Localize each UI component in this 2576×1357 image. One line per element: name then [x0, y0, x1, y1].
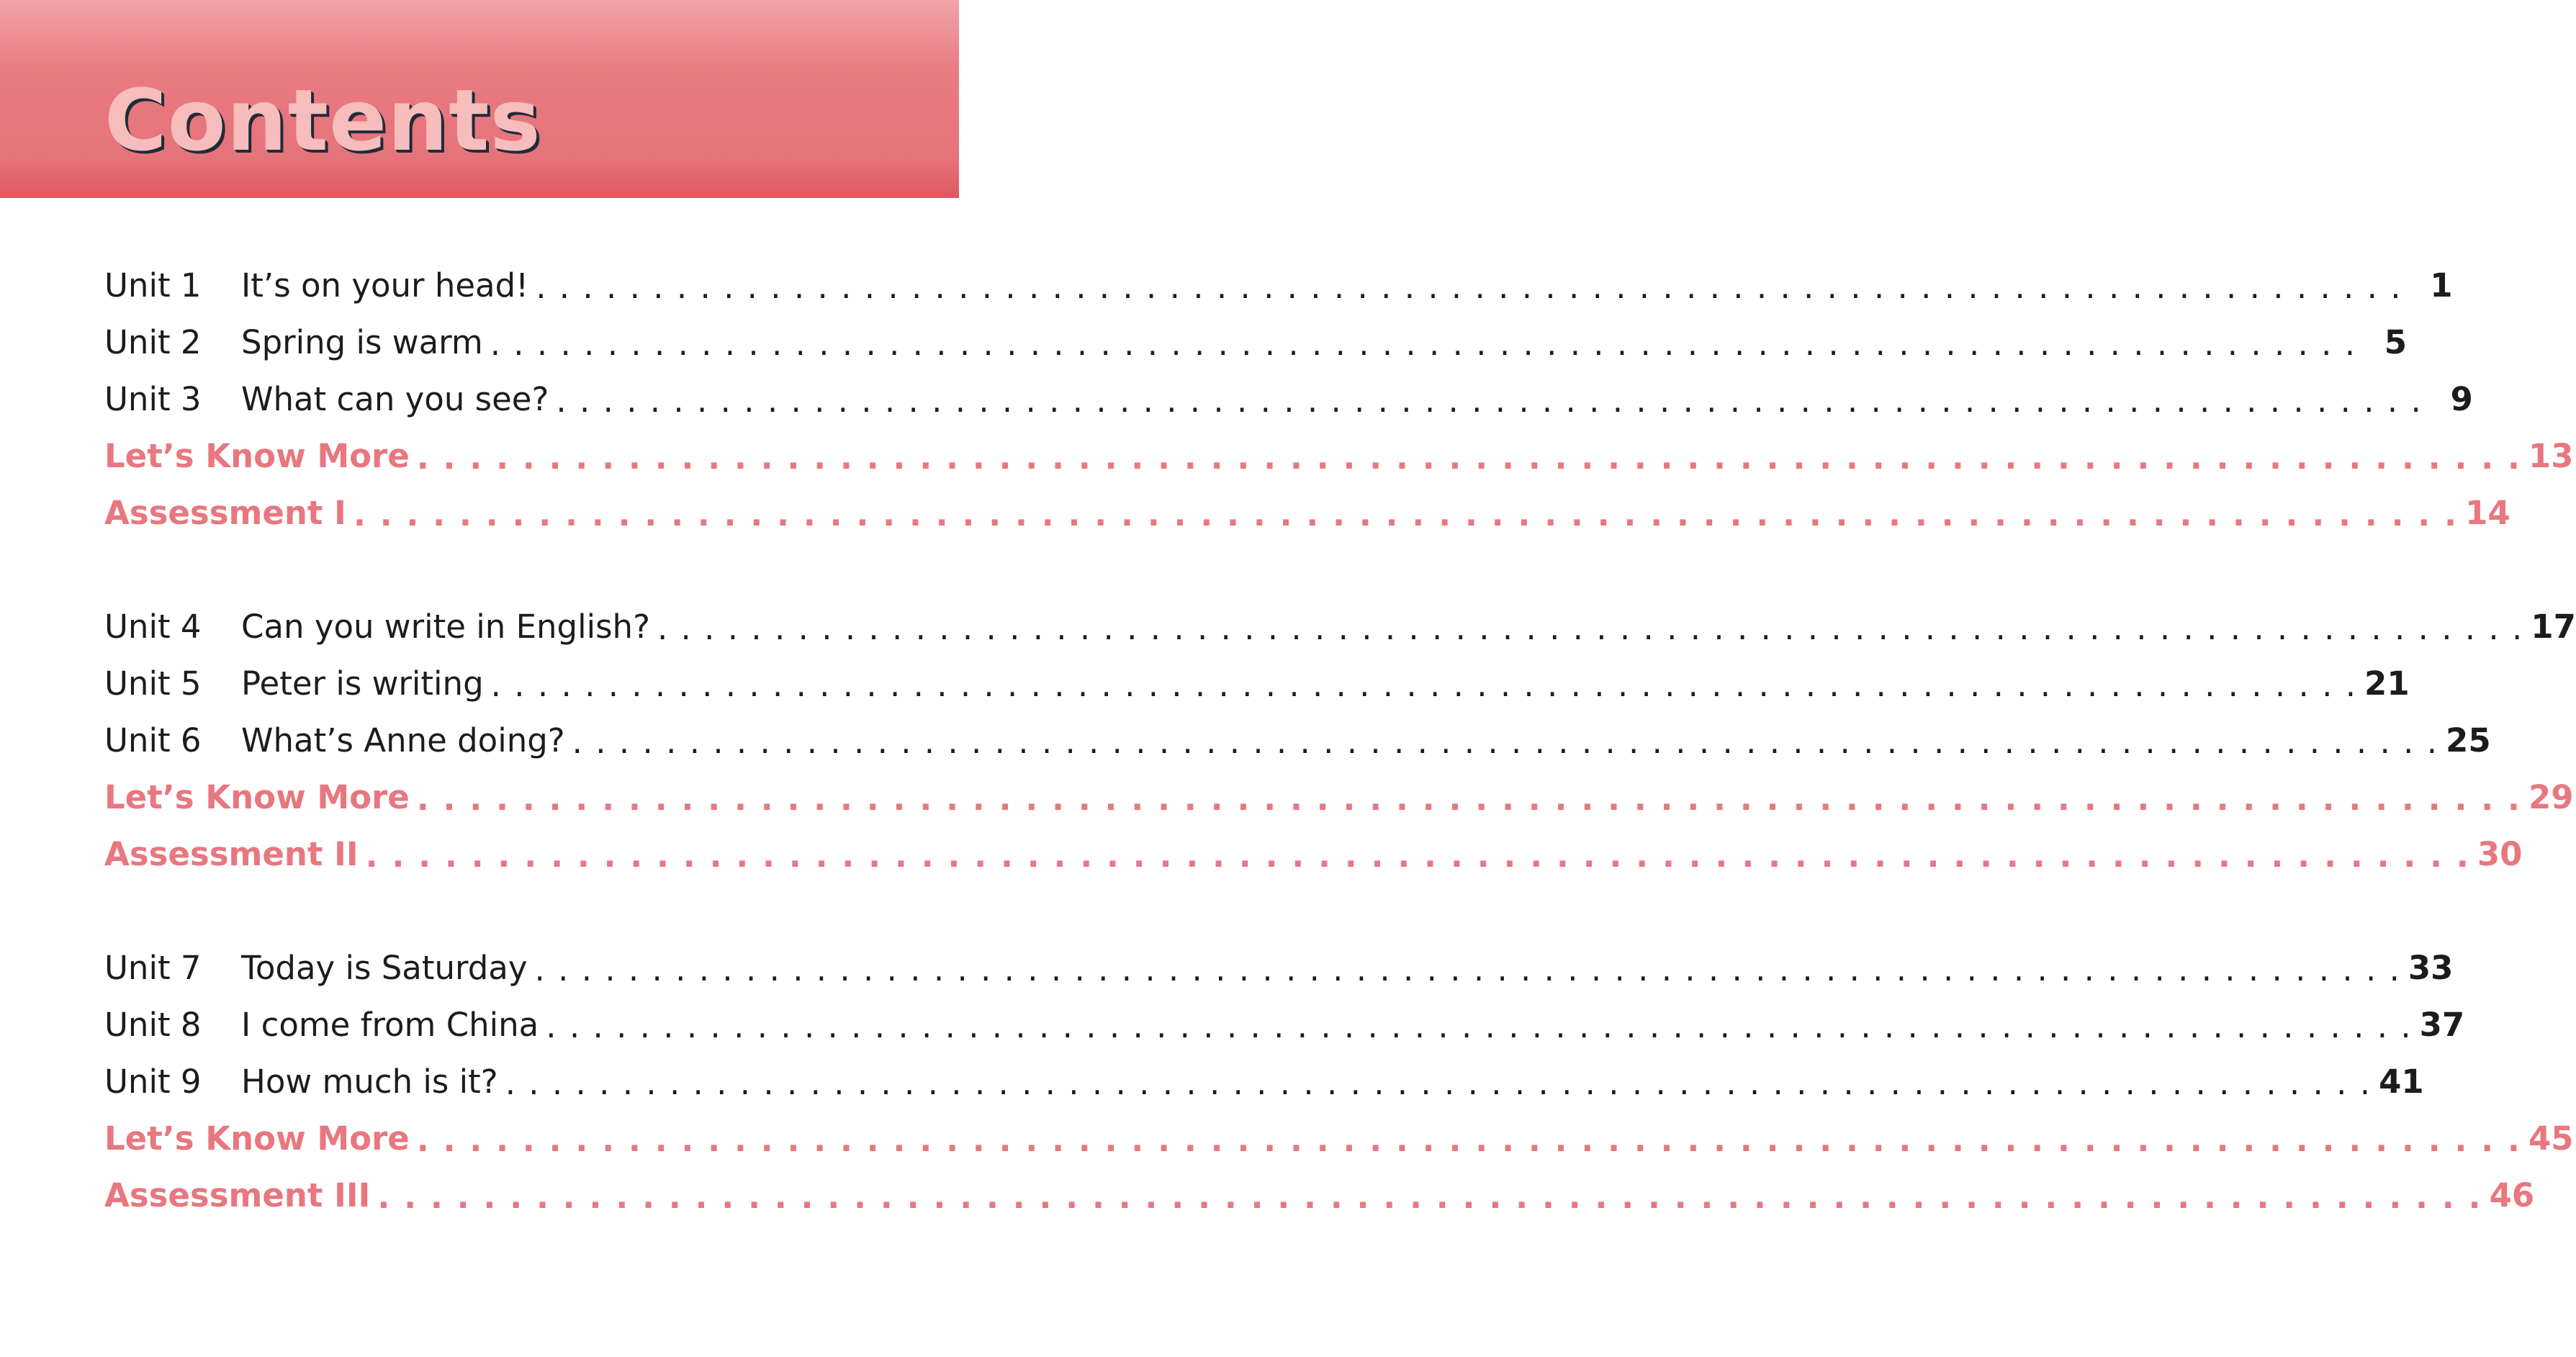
- toc-entry-title: Assessment III: [104, 1176, 371, 1214]
- toc-entry-title: Let’s Know More: [104, 1119, 410, 1158]
- toc-unit-label: Unit 1: [104, 266, 202, 305]
- toc-page-number: 21: [2364, 664, 2410, 703]
- toc-dot-leader: . . . . . . . . . . . . . . . . . . . . . . . . . . . . . . . . . . . . . . . . . . . . . . . . . . . . . . . . . . . . . . . . . . . . . . . . . . . . . . . .: [490, 325, 2357, 363]
- toc-entry-unit[interactable]: [104, 314, 2408, 371]
- toc-entry-unit[interactable]: [104, 257, 2453, 314]
- toc-entry-title: Let’s Know More: [104, 778, 410, 816]
- toc-unit-label: Unit 9: [104, 1063, 202, 1101]
- toc-page-number: 45: [2528, 1119, 2574, 1158]
- toc-entry-title: Today is Saturday: [241, 949, 528, 987]
- toc-page-number: 5: [2384, 323, 2408, 361]
- toc-page-number: 1: [2430, 266, 2453, 305]
- toc-dot-leader: . . . . . . . . . . . . . . . . . . . . . . . . . . . . . . . . . . . . . . . . . . . . . . . . . . . . . . . . . . . . . . . . . . . . . . . . . . . . . . . .: [416, 438, 2521, 477]
- toc-unit-label: Unit 6: [104, 721, 202, 759]
- toc-entry-title: It’s on your head!: [241, 266, 529, 305]
- header-band: [0, 0, 959, 198]
- toc-entry-title: Can you write in English?: [241, 608, 650, 646]
- toc-page-number: 25: [2446, 721, 2491, 759]
- toc-entry-section[interactable]: [104, 826, 2523, 883]
- toc-entry-section[interactable]: [104, 484, 2510, 541]
- toc-entry-unit[interactable]: [104, 655, 2410, 712]
- toc-entry-title: Assessment II: [104, 835, 359, 873]
- toc-group: [104, 598, 2576, 883]
- toc-dot-leader: . . . . . . . . . . . . . . . . . . . . . . . . . . . . . . . . . . . . . . . . . . . . . . . . . . . . . . . . . . . . . . . . . . . . . . . . . . . . . . . .: [536, 268, 2402, 306]
- toc-unit-label: Unit 4: [104, 608, 202, 646]
- toc-dot-leader: . . . . . . . . . . . . . . . . . . . . . . . . . . . . . . . . . . . . . . . . . . . . . . . . . . . . . . . . . . . . . . . . . . . . . . . . . . . . . . . .: [534, 950, 2401, 988]
- toc-entry-title: What can you see?: [241, 380, 549, 418]
- toc-entry-unit[interactable]: [104, 371, 2473, 428]
- toc-page-number: 14: [2465, 494, 2510, 532]
- toc-entry-section[interactable]: [104, 1110, 2574, 1167]
- toc-entry-title: I come from China: [241, 1006, 539, 1044]
- toc-entry-title: Spring is warm: [241, 323, 483, 361]
- toc-dot-leader: . . . . . . . . . . . . . . . . . . . . . . . . . . . . . . . . . . . . . . . . . . . . . . . . . . . . . . . . . . . . . . . . . . . . . . . . . . . . . . . .: [657, 609, 2524, 647]
- toc-dot-leader: . . . . . . . . . . . . . . . . . . . . . . . . . . . . . . . . . . . . . . . . . . . . . . . . . . . . . . . . . . . . . . . . . . . . . . . . . . . . . . . .: [490, 666, 2358, 704]
- toc-dot-leader: . . . . . . . . . . . . . . . . . . . . . . . . . . . . . . . . . . . . . . . . . . . . . . . . . . . . . . . . . . . . . . . . . . . . . . . . . . . . . . . .: [353, 495, 2459, 533]
- toc-entry-title: Peter is writing: [241, 664, 484, 703]
- toc-page-number: 37: [2419, 1006, 2465, 1044]
- toc-entry-unit[interactable]: [104, 598, 2576, 655]
- toc-unit-label: Unit 2: [104, 323, 202, 361]
- toc-group: [104, 939, 2574, 1224]
- toc-entry-title: Let’s Know More: [104, 437, 410, 475]
- toc-dot-leader: . . . . . . . . . . . . . . . . . . . . . . . . . . . . . . . . . . . . . . . . . . . . . . . . . . . . . . . . . . . . . . . . . . . . . . . . . . . . . . . .: [572, 723, 2439, 761]
- toc-entry-title: What’s Anne doing?: [241, 721, 565, 759]
- toc-group: [104, 257, 2574, 541]
- toc-entry-unit[interactable]: [104, 996, 2465, 1053]
- page-title: Contents: [104, 71, 541, 170]
- toc-page-number: 46: [2489, 1176, 2535, 1214]
- toc-entry-unit[interactable]: [104, 939, 2454, 996]
- toc-entry-section[interactable]: [104, 769, 2574, 826]
- toc-entry-title: Assessment I: [104, 494, 346, 532]
- toc-page-number: 13: [2528, 437, 2574, 475]
- toc-dot-leader: . . . . . . . . . . . . . . . . . . . . . . . . . . . . . . . . . . . . . . . . . . . . . . . . . . . . . . . . . . . . . . . . . . . . . . . . . . . . . . . .: [546, 1007, 2413, 1045]
- toc-unit-label: Unit 3: [104, 380, 202, 418]
- toc-dot-leader: . . . . . . . . . . . . . . . . . . . . . . . . . . . . . . . . . . . . . . . . . . . . . . . . . . . . . . . . . . . . . . . . . . . . . . . . . . . . . . . .: [505, 1064, 2372, 1102]
- toc-page-number: 29: [2528, 778, 2574, 816]
- toc-page-number: 30: [2477, 835, 2523, 873]
- toc-page-number: 33: [2408, 949, 2454, 987]
- toc-dot-leader: . . . . . . . . . . . . . . . . . . . . . . . . . . . . . . . . . . . . . . . . . . . . . . . . . . . . . . . . . . . . . . . . . . . . . . . . . . . . . . . .: [556, 382, 2423, 420]
- toc-dot-leader: . . . . . . . . . . . . . . . . . . . . . . . . . . . . . . . . . . . . . . . . . . . . . . . . . . . . . . . . . . . . . . . . . . . . . . . . . . . . . . . .: [377, 1178, 2482, 1216]
- toc-entry-section[interactable]: [104, 1167, 2535, 1224]
- table-of-contents: [104, 257, 2576, 1281]
- toc-page-number: 9: [2450, 380, 2473, 418]
- toc-entry-title: How much is it?: [241, 1063, 498, 1101]
- toc-entry-unit[interactable]: [104, 712, 2491, 769]
- toc-dot-leader: . . . . . . . . . . . . . . . . . . . . . . . . . . . . . . . . . . . . . . . . . . . . . . . . . . . . . . . . . . . . . . . . . . . . . . . . . . . . . . . .: [365, 837, 2470, 875]
- toc-unit-label: Unit 5: [104, 664, 202, 703]
- toc-page-number: 41: [2379, 1063, 2424, 1101]
- toc-unit-label: Unit 8: [104, 1006, 202, 1044]
- toc-entry-section[interactable]: [104, 428, 2574, 484]
- toc-unit-label: Unit 7: [104, 949, 202, 987]
- toc-page-number: 17: [2531, 608, 2576, 646]
- toc-dot-leader: . . . . . . . . . . . . . . . . . . . . . . . . . . . . . . . . . . . . . . . . . . . . . . . . . . . . . . . . . . . . . . . . . . . . . . . . . . . . . . . .: [416, 780, 2521, 818]
- toc-dot-leader: . . . . . . . . . . . . . . . . . . . . . . . . . . . . . . . . . . . . . . . . . . . . . . . . . . . . . . . . . . . . . . . . . . . . . . . . . . . . . . . .: [416, 1121, 2521, 1159]
- toc-entry-unit[interactable]: [104, 1053, 2424, 1110]
